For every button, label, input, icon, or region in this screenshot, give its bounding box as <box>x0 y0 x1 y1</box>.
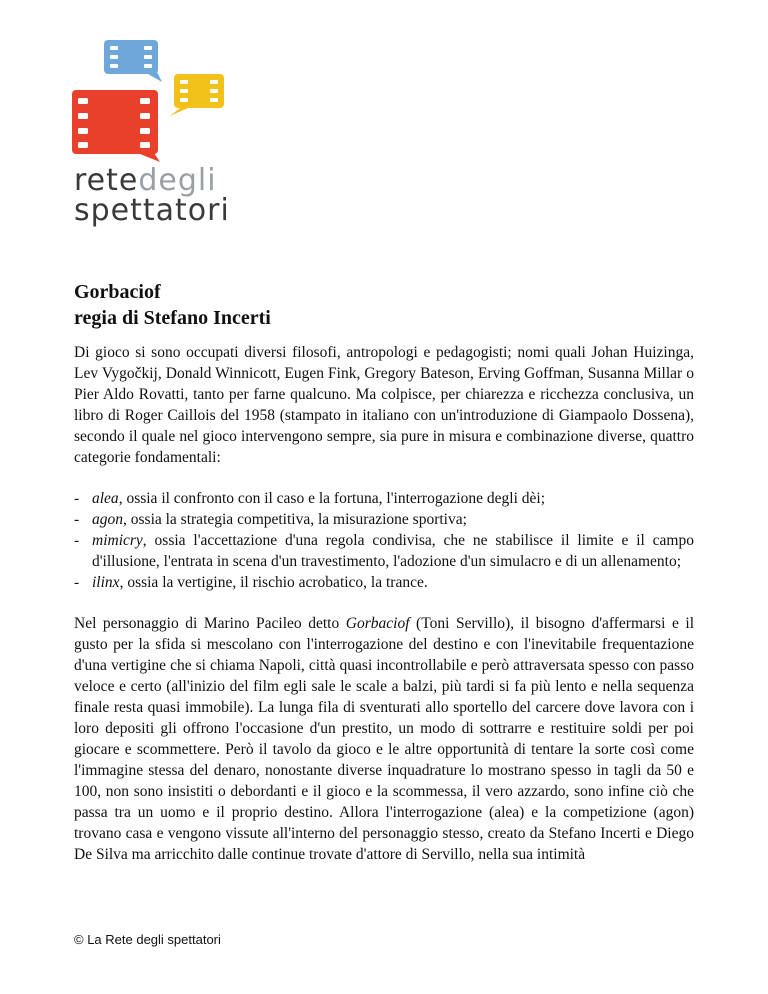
red-film-bubble-icon <box>72 90 160 162</box>
brand-spettatori: spettatori <box>74 193 230 228</box>
brand-line-1 <box>74 163 217 198</box>
category-term: agon <box>92 511 123 528</box>
category-desc: , ossia l'accettazione d'una regola condivisa, che ne stabilisce il limite e il campo d'illusione, l'entrata in scena d'un travestimento, l'adozione d'un simulacro e di un allenamento; <box>92 532 694 570</box>
list-item <box>74 572 694 593</box>
article-body <box>74 342 694 865</box>
article-subtitle: regia di Stefano Incerti <box>74 307 271 329</box>
category-term: mimicry <box>92 532 143 549</box>
article-title: Gorbaciof <box>74 281 161 303</box>
film-title-italic: Gorbaciof <box>345 615 410 632</box>
brand-degli: degli <box>138 163 217 198</box>
brand-rete: rete <box>74 163 139 198</box>
body-text-start: Nel personaggio di Marino Pacileo detto <box>74 615 346 632</box>
category-term: alea <box>92 490 119 507</box>
copyright-footer: © La Rete degli spettatori <box>74 932 221 947</box>
list-item <box>74 509 694 530</box>
category-desc: , ossia il confronto con il caso e la fortuna, l'interrogazione degli dèi; <box>118 490 546 507</box>
intro-paragraph: Di gioco si sono occupati diversi filosofi, antropologi e pedagogisti; nomi quali Johan Huizinga, Lev Vygočkij, Donald Winnicott, Eugen Fink, Gregory Bateson, Erving Goffman, Susanna Millar o Pier Aldo Rovatti, tanto per farne qualcuno. Ma colpisce, per chiarezza e ricchezza conclusiva, un libro di Roger Caillois del 1958 (stampato in italiano con un'introduzione di Giampaolo Dossena), secondo il quale nel gioco intervengono sempre, sia pure in misura e combinazione diverse, quattro categorie fondamentali: <box>74 344 694 466</box>
brand-line-2 <box>74 193 230 228</box>
category-desc: , ossia la vertigine, il rischio acrobatico, la trance. <box>119 574 428 591</box>
yellow-film-bubble-icon <box>170 74 224 116</box>
body-paragraph <box>74 613 694 865</box>
categories-list <box>74 488 694 593</box>
category-desc: , ossia la strategia competitiva, la misurazione sportiva; <box>123 511 467 528</box>
category-term: ilinx <box>92 574 120 591</box>
list-item <box>74 530 694 572</box>
list-item <box>74 488 694 509</box>
body-text-rest: (Toni Servillo), il bisogno d'affermarsi e il gusto per la sfida si mescolano con l'interrogazione del destino e con l'inevitabile frequentazione d'una vertigine che si chiama Napoli, città quasi incontrollabile e però attraversata spesso con passo veloce e certo (all'inizio del film egli sale le scale a balzi, più tardi si fa più lento e nella sequenza finale resta quasi immobile). La lunga fila di sventurati allo sportello del carcere dove lavora con i loro depositi gli offrono l'occasione d'un prestito, un modo di sottrarre e restituire soldi per poi giocare e scommettere. Però il tavolo da gioco e le altre opportunità di tentare la sorte così come l'immagine stessa del denaro, nonostante diverse inquadrature lo mostrano spesso in tagli da 50 e 100, non sono insistiti o debordanti e il gioco e la scommessa, il vero azzardo, sono infine ciò che passa tra un uomo e il proprio destino. Allora l'interrogazione (alea) e la competizione (agon) trovano casa e vengono vissute all'interno del personaggio stesso, creato da Stefano Incerti e Diego De Silva ma arricchito dalle continue trovate d'attore di Servillo, nella sua intimità <box>74 615 694 863</box>
logo <box>70 38 230 162</box>
blue-film-bubble-icon <box>104 40 162 82</box>
